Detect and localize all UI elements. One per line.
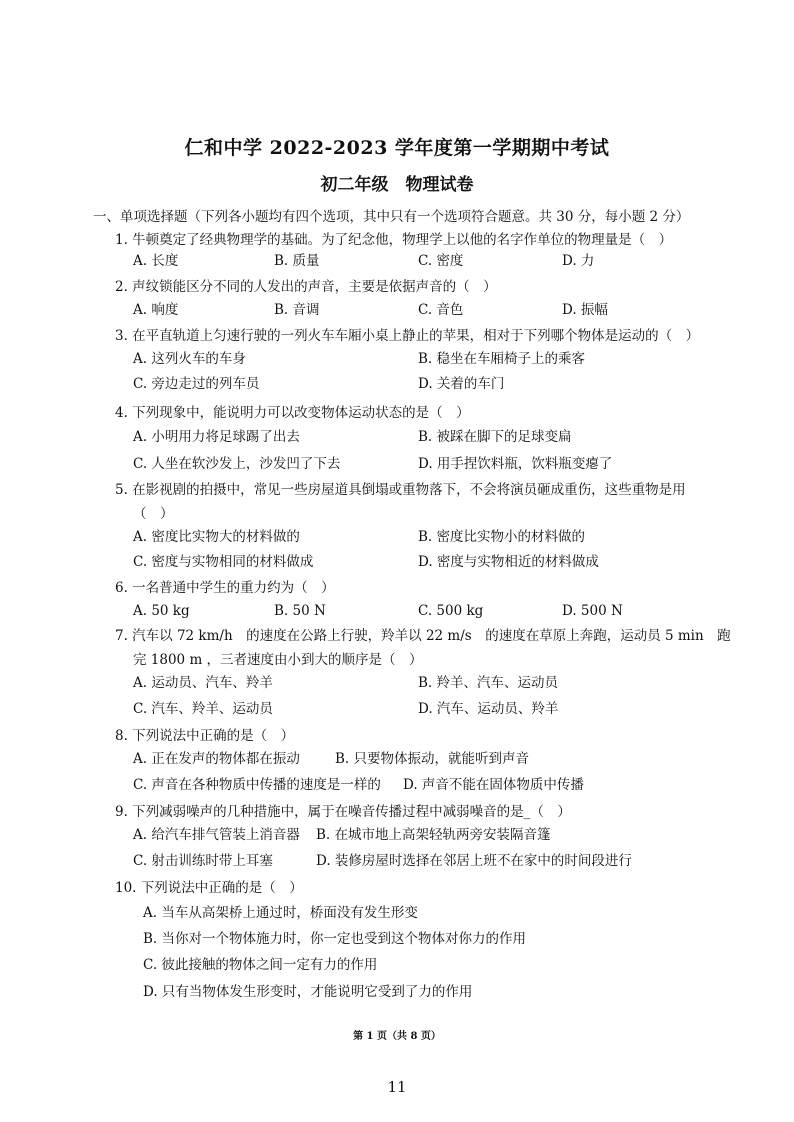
question-2-option-c: C. 音色 <box>418 302 464 318</box>
question-9-option-b: B. 在城市地上高架轻轨两旁安装隔音篷 <box>316 827 551 843</box>
question-10-option-a: A. 当车从高架桥上通过时，桥面没有发生形变 <box>143 905 418 921</box>
question-6-option-a: A. 50 kg <box>133 603 190 619</box>
question-2-stem: 2. 声纹锁能区分不同的人发出的声音，主要是依据声音的（ ） <box>115 279 497 295</box>
question-5-option-a: A. 密度比实物大的材料做的 <box>133 529 300 545</box>
question-7-option-c: C. 汽车、羚羊、运动员 <box>133 701 273 717</box>
question-3-option-d: D. 关着的车门 <box>418 376 505 392</box>
question-9-stem: 9. 下列减弱噪声的几种措施中，属于在噪音传播过程中减弱噪音的是_（ ） <box>115 804 571 820</box>
page-footer: 第 1 页（共 8 页） <box>353 1031 441 1042</box>
question-6-option-b: B. 50 N <box>274 603 326 619</box>
question-10-option-d: D. 只有当物体发生形变时，才能说明它受到了力的作用 <box>143 984 473 1000</box>
question-4-option-a: A. 小明用力将足球踢了出去 <box>133 429 300 445</box>
question-3-option-c: C. 旁边走过的列车员 <box>133 376 260 392</box>
page-subtitle: 初二年级 物理试卷 <box>320 175 474 195</box>
question-3-option-a: A. 这列火车的车身 <box>133 351 246 367</box>
question-7-stem-line-2: 完 1800 m ，三者速度由小到大的顺序是（ ） <box>133 652 423 668</box>
question-1-stem: 1. 牛顿奠定了经典物理学的基础。为了纪念他，物理学上以他的名字作单位的物理量是（ ） <box>115 232 673 248</box>
question-4-option-d: D. 用手捏饮料瓶，饮料瓶变瘪了 <box>418 456 613 472</box>
question-2-option-b: B. 音调 <box>274 302 320 318</box>
question-1-option-c: C. 密度 <box>418 253 464 269</box>
question-2-option-a: A. 响度 <box>133 302 179 318</box>
question-5-option-b: B. 密度比实物小的材料做的 <box>418 529 586 545</box>
question-3-option-b: B. 稳坐在车厢椅子上的乘客 <box>418 351 586 367</box>
question-6-option-d: D. 500 N <box>562 603 623 619</box>
question-7-option-b: B. 羚羊、汽车、运动员 <box>418 675 559 691</box>
question-5-stem-line-2: （ ） <box>133 506 174 522</box>
question-6-stem: 6. 一名普通中学生的重力约为（ ） <box>115 580 335 596</box>
question-8-option-d: D. 声音不能在固体物质中传播 <box>403 777 584 793</box>
question-1-option-b: B. 质量 <box>274 253 320 269</box>
question-2-option-d: D. 振幅 <box>562 302 608 318</box>
question-4-stem: 4. 下列现象中，能说明力可以改变物体运动状态的是（ ） <box>115 405 470 421</box>
question-1-option-d: D. 力 <box>562 253 595 269</box>
question-9-option-c: C. 射击训练时带上耳塞 <box>133 853 273 869</box>
question-10-option-c: C. 彼此接触的物体之间一定有力的作用 <box>143 957 378 973</box>
question-8-option-a: A. 正在发声的物体都在振动 <box>133 751 300 767</box>
question-7-stem-line-1: 7. 汽车以 72 km/h 的速度在公路上行驶，羚羊以 22 m/s 的速度在草原上奔跑，运动员 5 min 跑 <box>115 628 731 644</box>
question-1-option-a: A. 长度 <box>133 253 179 269</box>
question-4-option-b: B. 被踩在脚下的足球变扁 <box>418 429 572 445</box>
question-6-option-c: C. 500 kg <box>418 603 484 619</box>
question-5-stem-line-1: 5. 在影视剧的拍摄中，常见一些房屋道具倒塌或重物落下，不会将演员砸成重伤，这些重物是用 <box>115 482 686 498</box>
question-5-option-d: D. 密度与实物相近的材料做成 <box>418 554 599 570</box>
question-10-stem: 10. 下列说法中正确的是（ ） <box>115 880 303 896</box>
question-7-option-d: D. 汽车、运动员、羚羊 <box>418 701 559 717</box>
question-9-option-a: A. 给汽车排气管装上消音器 <box>133 827 300 843</box>
question-7-option-a: A. 运动员、汽车、羚羊 <box>133 675 273 691</box>
question-8-option-b: B. 只要物体振动，就能听到声音 <box>335 751 530 767</box>
page-number: 11 <box>387 1078 407 1096</box>
question-3-stem: 3. 在平直轨道上匀速行驶的一列火车车厢小桌上静止的苹果，相对于下列哪个物体是运动的（ ） <box>115 328 700 344</box>
question-8-stem: 8. 下列说法中正确的是（ ） <box>115 728 295 744</box>
question-8-option-c: C. 声音在各种物质中传播的速度是一样的 <box>133 777 381 793</box>
question-9-option-d: D. 装修房屋时选择在邻居上班不在家中的时间段进行 <box>316 853 632 869</box>
page-title: 仁和中学 2022-2023 学年度第一学期期中考试 <box>184 137 610 159</box>
question-5-option-c: C. 密度与实物相同的材料做成 <box>133 554 314 570</box>
section-heading: 一、单项选择题（下列各小题均有四个选项，其中只有一个选项符合题意。共 30 分，每小题 2 分） <box>93 209 690 225</box>
question-10-option-b: B. 当你对一个物体施力时，你一定也受到这个物体对你力的作用 <box>143 931 527 947</box>
question-4-option-c: C. 人坐在软沙发上，沙发凹了下去 <box>133 456 341 472</box>
